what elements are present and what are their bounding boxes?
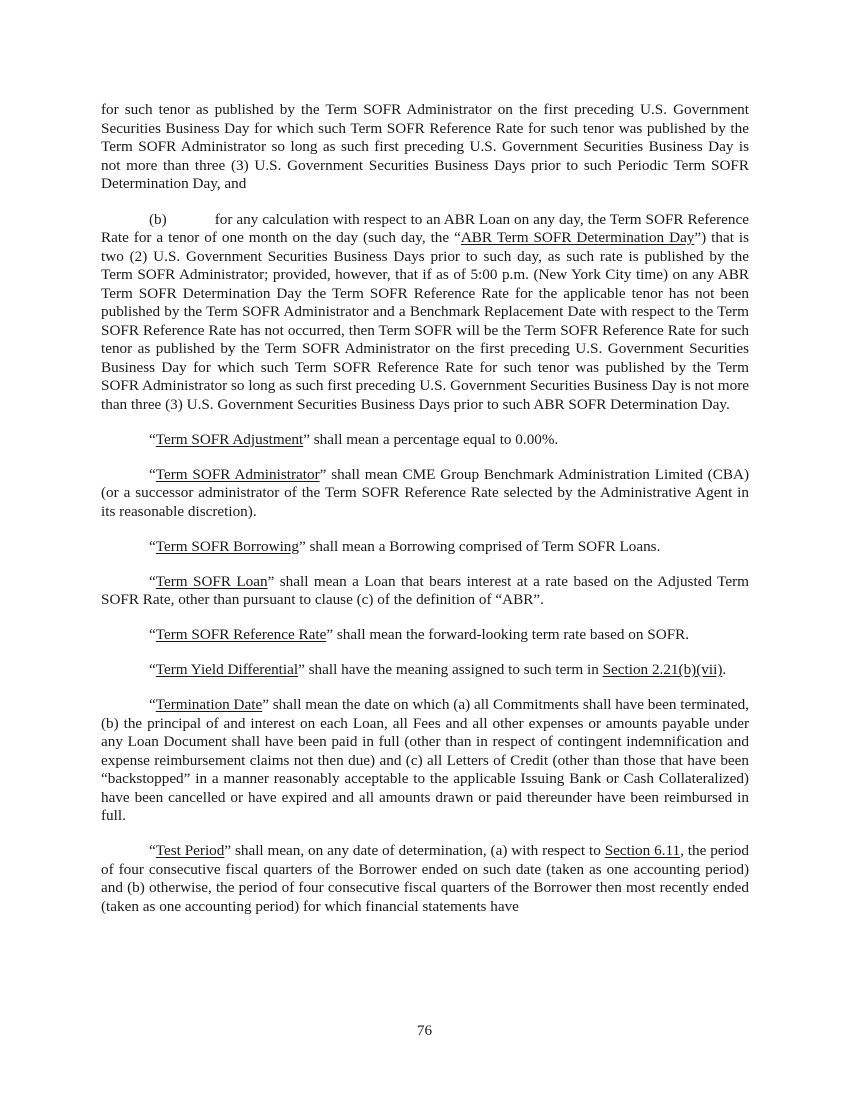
paragraph-b: (b) for any calculation with respect to an ABR Loan on any day, the Term SOFR Reference Rate for a tenor of one month on the day (such day, the “ABR Term SOFR Determination Day”) that is two (2) U.S. Government Securities Business Days prior to such day, as such rate is published by the Term SOFR Administrator; provided, however, that if as of 5:00 p.m. (New York City time) on any ABR Term SOFR Determination Day the Term SOFR Reference Rate for the applicable tenor has not been published by the Term SOFR Administrator and a Benchmark Replacement Date with respect to the Term SOFR Reference Rate has not occurred, then Term SOFR will be the Term SOFR Reference Rate for such tenor as published by the Term SOFR Administrator on the first preceding U.S. Government Securities Business Day for which such Term SOFR Reference Rate for such tenor was published by the Term SOFR Administrator so long as such first preceding U.S. Government Securities Business Day is not more than three (3) U.S. Government Securities Business Days prior to such ABR SOFR Determination Day.	[101, 210, 750, 413]
document-page	[101, 101, 749, 933]
definition-term-sofr-administrator: “Term SOFR Administrator” shall mean CME Group Benchmark Administration Limited (CBA) (or a successor administrator of the Term SOFR Reference Rate selected by the Administrative Agent in its reasonable discretion).	[101, 465, 750, 520]
defined-term: Termination Date	[155, 696, 263, 713]
defined-term: Term SOFR Borrowing	[155, 537, 299, 555]
defined-term: Test Period	[155, 842, 225, 859]
paragraph-continuation: for such tenor as published by the Term SOFR Administrator on the first preceding U.S. Government Securities Business Day for which such Term SOFR Reference Rate for such tenor was published by the Term SOFR Administrator so long as such first preceding U.S. Government Securities Business Day is not more than three (3) U.S. Government Securities Business Days prior to such Periodic Term SOFR Determination Day, and	[101, 101, 749, 192]
definition-term-yield-differential: “Term Yield Differential” shall have the meaning assigned to such term in Section 2.21(b)(vii).	[149, 661, 727, 678]
defined-term: Term SOFR Administrator	[155, 465, 320, 483]
defined-term: Term SOFR Reference Rate	[155, 626, 327, 643]
definition-termination-date: “Termination Date” shall mean the date on which (a) all Commitments shall have been terminated, (b) the principal of and interest on each Loan, all Fees and all other expenses or amounts payable under any Loan Document shall have been paid in full (other than in respect of contingent indemnification and expense reimbursement claims not then due) and (c) all Letters of Credit (other than those that have been “backstopped” in a manner reasonably acceptable to the applicable Issuing Bank or Cash Collateralized) have been cancelled or have expired and all amounts drawn or paid thereunder have been reimbursed in full.	[101, 696, 749, 824]
defined-term: ABR Term SOFR Determination Day	[460, 229, 695, 246]
definition-test-period: “Test Period” shall mean, on any date of determination, (a) with respect to Section 6.11, the period of four consecutive fiscal quarters of the Borrower ended on such date (taken as one accounting period) and (b) otherwise, the period of four consecutive fiscal quarters of the Borrower then most recently ended (taken as one accounting period) for which financial statements have	[101, 842, 749, 915]
section-reference: Section 6.11	[604, 842, 681, 859]
definition-term-sofr-borrowing: “Term SOFR Borrowing” shall mean a Borrowing comprised of Term SOFR Loans.	[149, 537, 661, 555]
definition-term-sofr-reference-rate: “Term SOFR Reference Rate” shall mean the forward-looking term rate based on SOFR.	[149, 626, 690, 643]
defined-term: Term Yield Differential	[155, 661, 299, 678]
defined-term: Term SOFR Loan	[155, 572, 268, 590]
definition-term-sofr-loan: “Term SOFR Loan” shall mean a Loan that bears interest at a rate based on the Adjusted Term SOFR Rate, other than pursuant to clause (c) of the definition of “ABR”.	[101, 572, 749, 608]
definition-term-sofr-adjustment: “Term SOFR Adjustment” shall mean a percentage equal to 0.00%.	[149, 430, 559, 448]
page-number: 76	[416, 1022, 433, 1039]
clause-marker: (b)	[149, 210, 167, 228]
section-reference: Section 2.21(b)(vii)	[602, 661, 723, 678]
defined-term: Term SOFR Adjustment	[155, 430, 304, 448]
